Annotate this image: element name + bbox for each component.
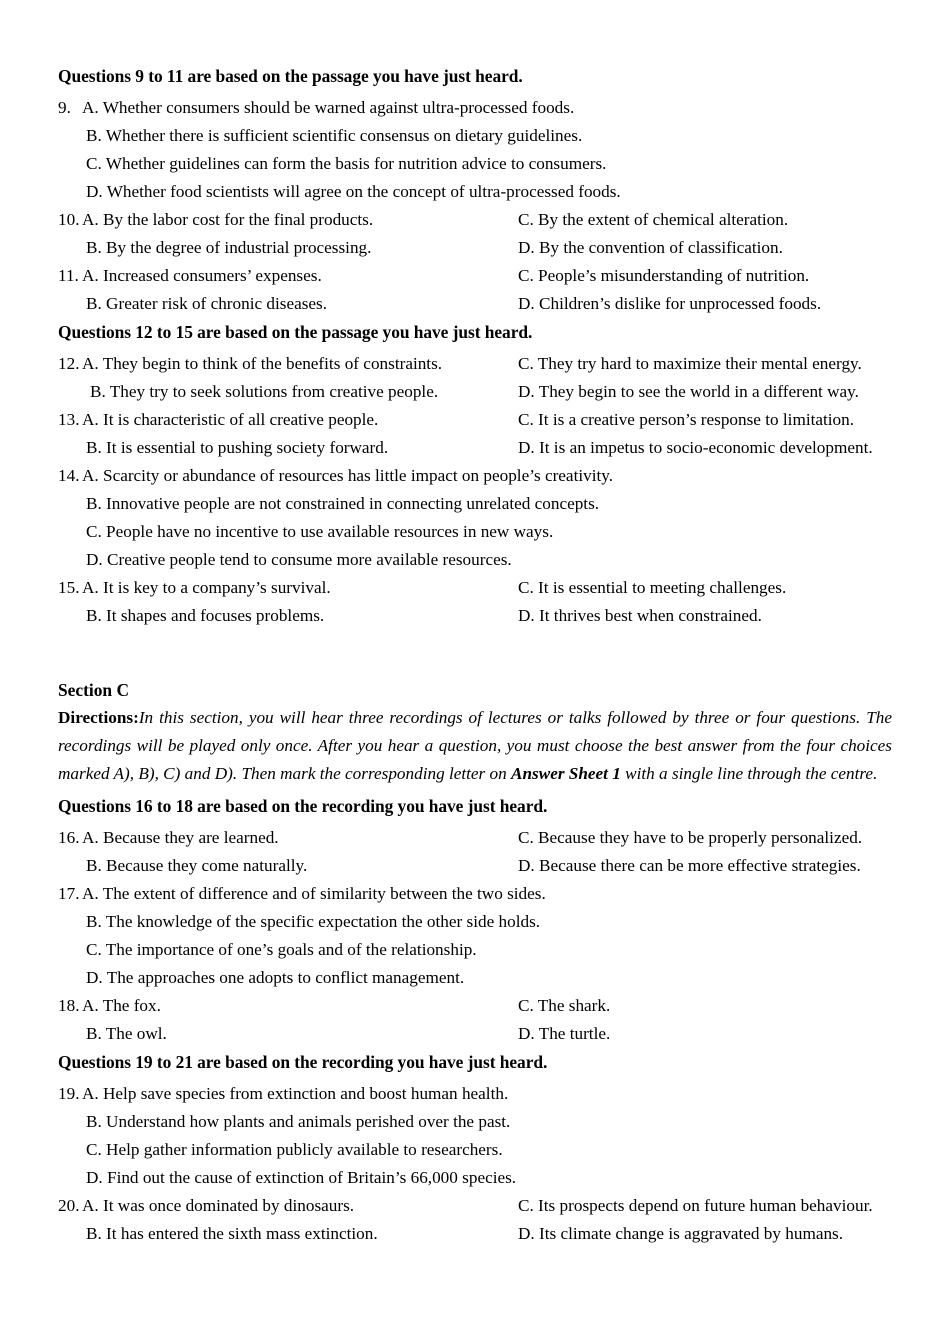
question-9-option-c[interactable]: C. Whether guidelines can form the basis for nutrition advice to consumers. xyxy=(86,154,607,173)
question-15-option-a[interactable]: A. It is key to a company’s survival. xyxy=(82,578,331,597)
question-10-option-a[interactable]: A. By the labor cost for the final products. xyxy=(82,210,374,229)
question-19-number: 19. xyxy=(58,1084,80,1103)
question-9-option-a[interactable]: A. Whether consumers should be warned against ultra-processed foods. xyxy=(82,98,575,117)
question-9-number: 9. xyxy=(58,98,71,117)
question-16-option-a[interactable]: A. Because they are learned. xyxy=(82,828,279,847)
question-20-option-a[interactable]: A. It was once dominated by dinosaurs. xyxy=(82,1196,355,1215)
question-20-option-c[interactable]: C. Its prospects depend on future human behaviour. xyxy=(518,1196,873,1215)
question-18-row-ac xyxy=(58,992,892,1020)
question-20-row-bd xyxy=(58,1220,892,1248)
question-12-row-bd xyxy=(58,378,892,406)
question-14-option-d[interactable]: D. Creative people tend to consume more available resources. xyxy=(86,550,512,569)
question-13 xyxy=(58,406,892,462)
question-14-row-a xyxy=(58,462,892,490)
questions-16-18-heading: Questions 16 to 18 are based on the recording you have just heard. xyxy=(58,796,548,816)
questions-19-21-heading: Questions 19 to 21 are based on the recording you have just heard. xyxy=(58,1052,548,1072)
question-16-option-d[interactable]: D. Because there can be more effective strategies. xyxy=(518,856,861,875)
question-20-option-b[interactable]: B. It has entered the sixth mass extinction. xyxy=(86,1224,378,1243)
question-18 xyxy=(58,992,892,1048)
question-17 xyxy=(58,880,892,992)
question-17-row-c xyxy=(58,936,892,964)
question-11-option-c[interactable]: C. People’s misunderstanding of nutrition. xyxy=(518,266,810,285)
directions-text-part1: In this section, you will hear three recordings of lectures or talks followed by three or four questions. The recordings will be played only once. After you hear a question, you must choose the best answer from the four choices marked A), B), C) and D). Then mark the corresponding letter on xyxy=(58,708,892,783)
section-c-title: Section C xyxy=(58,680,130,700)
question-17-row-b xyxy=(58,908,892,936)
question-14 xyxy=(58,462,892,574)
question-17-option-b[interactable]: B. The knowledge of the specific expectation the other side holds. xyxy=(86,912,541,931)
question-19-row-d xyxy=(58,1164,892,1192)
question-19-row-a xyxy=(58,1080,892,1108)
question-14-option-b[interactable]: B. Innovative people are not constrained in connecting unrelated concepts. xyxy=(86,494,600,513)
question-16 xyxy=(58,824,892,880)
question-13-option-b[interactable]: B. It is essential to pushing society forward. xyxy=(86,438,389,457)
question-12-option-a[interactable]: A. They begin to think of the benefits of constraints. xyxy=(82,354,443,373)
question-12 xyxy=(58,350,892,406)
question-15-row-bd xyxy=(58,602,892,630)
question-19-option-b[interactable]: B. Understand how plants and animals perished over the past. xyxy=(86,1112,511,1131)
question-14-row-b xyxy=(58,490,892,518)
question-9-row-d xyxy=(58,178,892,206)
question-10-row-bd xyxy=(58,234,892,262)
question-19 xyxy=(58,1080,892,1192)
question-10-option-d[interactable]: D. By the convention of classification. xyxy=(518,238,783,257)
question-17-option-d[interactable]: D. The approaches one adopts to conflict management. xyxy=(86,968,465,987)
question-13-option-a[interactable]: A. It is characteristic of all creative people. xyxy=(82,410,379,429)
question-12-option-d[interactable]: D. They begin to see the world in a different way. xyxy=(518,382,859,401)
question-14-row-d xyxy=(58,546,892,574)
question-16-option-c[interactable]: C. Because they have to be properly personalized. xyxy=(518,828,863,847)
question-20-number: 20. xyxy=(58,1196,80,1215)
question-14-option-c[interactable]: C. People have no incentive to use available resources in new ways. xyxy=(86,522,554,541)
question-19-option-d[interactable]: D. Find out the cause of extinction of Britain’s 66,000 species. xyxy=(86,1168,517,1187)
question-20 xyxy=(58,1192,892,1248)
question-18-option-c[interactable]: C. The shark. xyxy=(518,996,611,1015)
question-13-number: 13. xyxy=(58,410,80,429)
question-17-option-a[interactable]: A. The extent of difference and of similarity between the two sides. xyxy=(82,884,546,903)
question-15 xyxy=(58,574,892,630)
question-19-row-b xyxy=(58,1108,892,1136)
question-17-option-c[interactable]: C. The importance of one’s goals and of the relationship. xyxy=(86,940,477,959)
question-11-option-d[interactable]: D. Children’s dislike for unprocessed foods. xyxy=(518,294,822,313)
question-20-option-d[interactable]: D. Its climate change is aggravated by humans. xyxy=(518,1224,844,1243)
question-13-option-d[interactable]: D. It is an impetus to socio-economic development. xyxy=(518,438,873,457)
question-16-number: 16. xyxy=(58,828,80,847)
question-20-row-ac xyxy=(58,1192,892,1220)
question-19-option-c[interactable]: C. Help gather information publicly available to researchers. xyxy=(86,1140,503,1159)
question-19-row-c xyxy=(58,1136,892,1164)
question-11-option-a[interactable]: A. Increased consumers’ expenses. xyxy=(82,266,322,285)
question-18-row-bd xyxy=(58,1020,892,1048)
questions-12-15-heading: Questions 12 to 15 are based on the passage you have just heard. xyxy=(58,322,533,342)
question-16-row-bd xyxy=(58,852,892,880)
question-12-number: 12. xyxy=(58,354,80,373)
question-15-row-ac xyxy=(58,574,892,602)
question-16-option-b[interactable]: B. Because they come naturally. xyxy=(86,856,308,875)
question-15-option-b[interactable]: B. It shapes and focuses problems. xyxy=(86,606,325,625)
section-spacer xyxy=(58,630,892,676)
question-9-row-c xyxy=(58,150,892,178)
question-18-number: 18. xyxy=(58,996,80,1015)
question-14-option-a[interactable]: A. Scarcity or abundance of resources has little impact on people’s creativity. xyxy=(82,466,614,485)
question-15-option-c[interactable]: C. It is essential to meeting challenges. xyxy=(518,578,787,597)
question-12-option-c[interactable]: C. They try hard to maximize their mental energy. xyxy=(518,354,862,373)
question-17-number: 17. xyxy=(58,884,80,903)
directions-text-part2: with a single line through the centre. xyxy=(620,764,878,783)
question-15-number: 15. xyxy=(58,578,80,597)
question-11-option-b[interactable]: B. Greater risk of chronic diseases. xyxy=(86,294,328,313)
question-13-row-ac xyxy=(58,406,892,434)
question-9-option-b[interactable]: B. Whether there is sufficient scientific consensus on dietary guidelines. xyxy=(86,126,583,145)
question-9 xyxy=(58,94,892,206)
question-10-number: 10. xyxy=(58,210,80,229)
question-19-option-a[interactable]: A. Help save species from extinction and boost human health. xyxy=(82,1084,509,1103)
question-12-row-ac xyxy=(58,350,892,378)
question-9-row-a xyxy=(58,94,892,122)
document-content xyxy=(58,62,892,1248)
answer-sheet-emphasis: Answer Sheet 1 xyxy=(511,764,621,783)
question-17-row-d xyxy=(58,964,892,992)
question-13-option-c[interactable]: C. It is a creative person’s response to limitation. xyxy=(518,410,855,429)
question-11-row-ac xyxy=(58,262,892,290)
question-18-option-d[interactable]: D. The turtle. xyxy=(518,1024,611,1043)
question-18-option-a[interactable]: A. The fox. xyxy=(82,996,161,1015)
question-15-option-d[interactable]: D. It thrives best when constrained. xyxy=(518,606,762,625)
question-18-option-b[interactable]: B. The owl. xyxy=(86,1024,167,1043)
question-13-row-bd xyxy=(58,434,892,462)
directions-label: Directions: xyxy=(58,708,139,727)
question-11-row-bd xyxy=(58,290,892,318)
question-17-row-a xyxy=(58,880,892,908)
section-c-directions xyxy=(58,704,892,788)
question-10-option-c[interactable]: C. By the extent of chemical alteration. xyxy=(518,210,789,229)
question-10 xyxy=(58,206,892,262)
question-9-option-d[interactable]: D. Whether food scientists will agree on the concept of ultra-processed foods. xyxy=(86,182,621,201)
question-12-option-b[interactable]: B. They try to seek solutions from creative people. xyxy=(90,382,439,401)
question-10-option-b[interactable]: B. By the degree of industrial processing. xyxy=(86,238,372,257)
questions-9-11-heading: Questions 9 to 11 are based on the passage you have just heard. xyxy=(58,66,523,86)
question-9-row-b xyxy=(58,122,892,150)
question-10-row-ac xyxy=(58,206,892,234)
question-11 xyxy=(58,262,892,318)
question-16-row-ac xyxy=(58,824,892,852)
question-14-row-c xyxy=(58,518,892,546)
question-14-number: 14. xyxy=(58,466,80,485)
question-11-number: 11. xyxy=(58,266,79,285)
